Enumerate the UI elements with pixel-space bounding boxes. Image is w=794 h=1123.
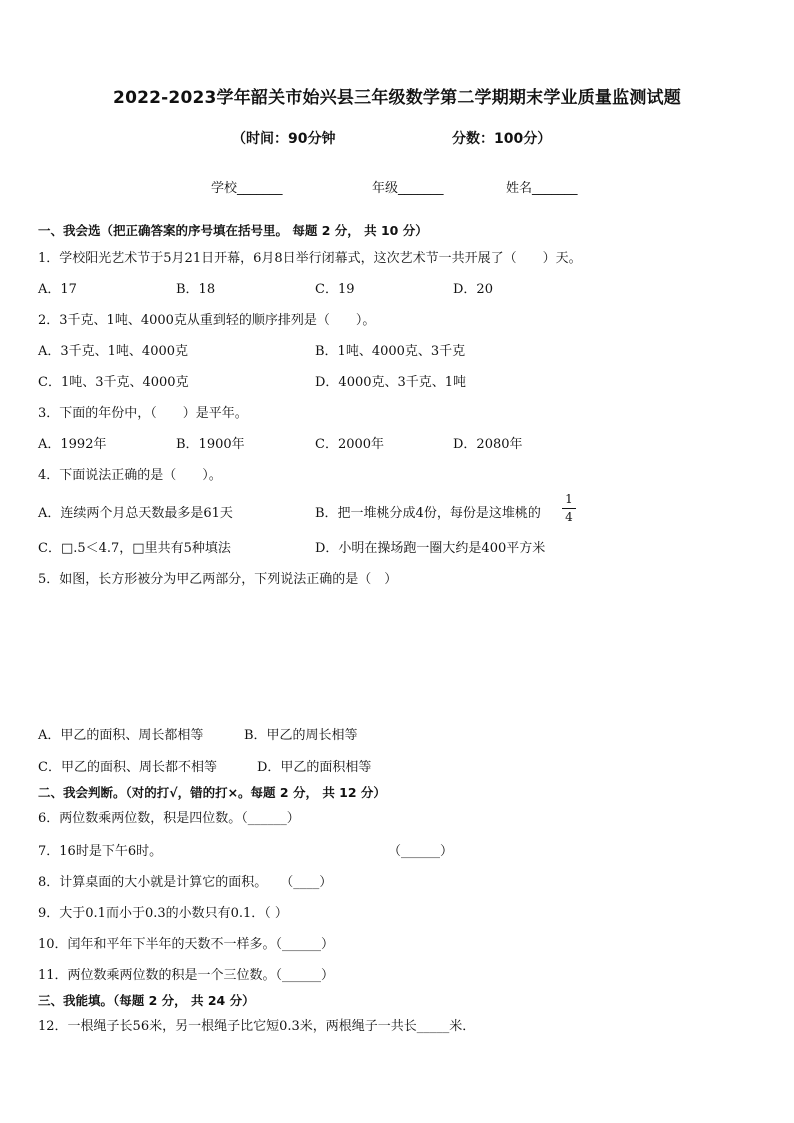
q5-option-a: A．甲乙的面积、周长都相等 (38, 728, 204, 743)
section-1-heading: 一、我会选（把正确答案的序号填在括号里。 每题 2 分， 共 10 分） (38, 223, 428, 238)
question-7-blank: （______） (388, 844, 454, 859)
question-5: 5．如图，长方形被分为甲乙两部分，下列说法正确的是（ ） (38, 572, 398, 587)
q1-option-a: A．17 (38, 282, 77, 297)
q4-option-d: D．小明在操场跑一圈大约是400平方米 (315, 541, 546, 556)
exam-score: 分数：100分） (452, 131, 552, 147)
question-12: 12．一根绳子长56米，另一根绳子比它短0.3米，两根绳子一共长_____米． (38, 1019, 476, 1034)
q3-option-a: A．1992年 (38, 437, 107, 452)
name-field: 姓名_______ (506, 181, 578, 196)
q3-option-c: C．2000年 (315, 437, 385, 452)
q3-option-d: D．2080年 (453, 437, 523, 452)
q2-option-d: D．4000克、3千克、1吨 (315, 375, 467, 390)
question-8: 8．计算桌面的大小就是计算它的面积。 （____） (38, 875, 333, 890)
question-10: 10．闰年和平年下半年的天数不一样多。（______） (38, 937, 335, 952)
question-6: 6．两位数乘两位数，积是四位数。（______） (38, 811, 300, 826)
section-2-heading: 二、我会判断。（对的打√，错的打×。每题 2 分， 共 12 分） (38, 785, 386, 800)
question-3: 3．下面的年份中，（ ）是平年。 (38, 406, 248, 421)
question-9: 9．大于0.1而小于0.3的小数只有0.1．（ ） (38, 906, 288, 921)
fraction-one-quarter (562, 493, 576, 524)
q2-option-a: A．3千克、1吨、4000克 (38, 344, 189, 359)
question-7: 7．16时是下午6时。 (38, 844, 163, 859)
q1-option-c: C．19 (315, 282, 355, 297)
q4-option-b: B．把一堆桃分成4份，每份是这堆桃的 (315, 506, 541, 521)
q1-option-d: D．20 (453, 282, 493, 297)
q5-option-b: B．甲乙的周长相等 (244, 728, 358, 743)
grade-field: 年级_______ (372, 181, 444, 196)
fraction-bar (562, 508, 576, 509)
question-2: 2．3千克、1吨、4000克从重到轻的顺序排列是（ ）。 (38, 313, 376, 328)
fraction-numerator: 1 (565, 492, 573, 506)
exam-time: （时间：90分钟 (232, 131, 336, 147)
fraction-denominator: 4 (565, 510, 573, 524)
q4-option-c: C．□.5＜4.7，□里共有5种填法 (38, 541, 231, 556)
q2-option-b: B．1吨、4000克、3千克 (315, 344, 466, 359)
exam-title: 2022-2023学年韶关市始兴县三年级数学第二学期期末学业质量监测试题 (113, 88, 681, 108)
q4-option-a: A．连续两个月总天数最多是61天 (38, 506, 233, 521)
q1-option-b: B．18 (176, 282, 216, 297)
question-11: 11．两位数乘两位数的积是一个三位数。（______） (38, 968, 335, 983)
q2-option-c: C．1吨、3千克、4000克 (38, 375, 189, 390)
q5-option-c: C．甲乙的面积、周长都不相等 (38, 760, 217, 775)
question-1: 1．学校阳光艺术节于5月21日开幕，6月8日举行闭幕式，这次艺术节一共开展了（ ）天。 (38, 251, 582, 266)
question-5-figure-area (38, 598, 758, 718)
section-3-heading: 三、我能填。（每题 2 分， 共 24 分） (38, 993, 255, 1008)
q3-option-b: B．1900年 (176, 437, 245, 452)
question-4: 4．下面说法正确的是（ ）。 (38, 468, 222, 483)
q5-option-d: D．甲乙的面积相等 (257, 760, 372, 775)
school-field: 学校_______ (211, 181, 283, 196)
